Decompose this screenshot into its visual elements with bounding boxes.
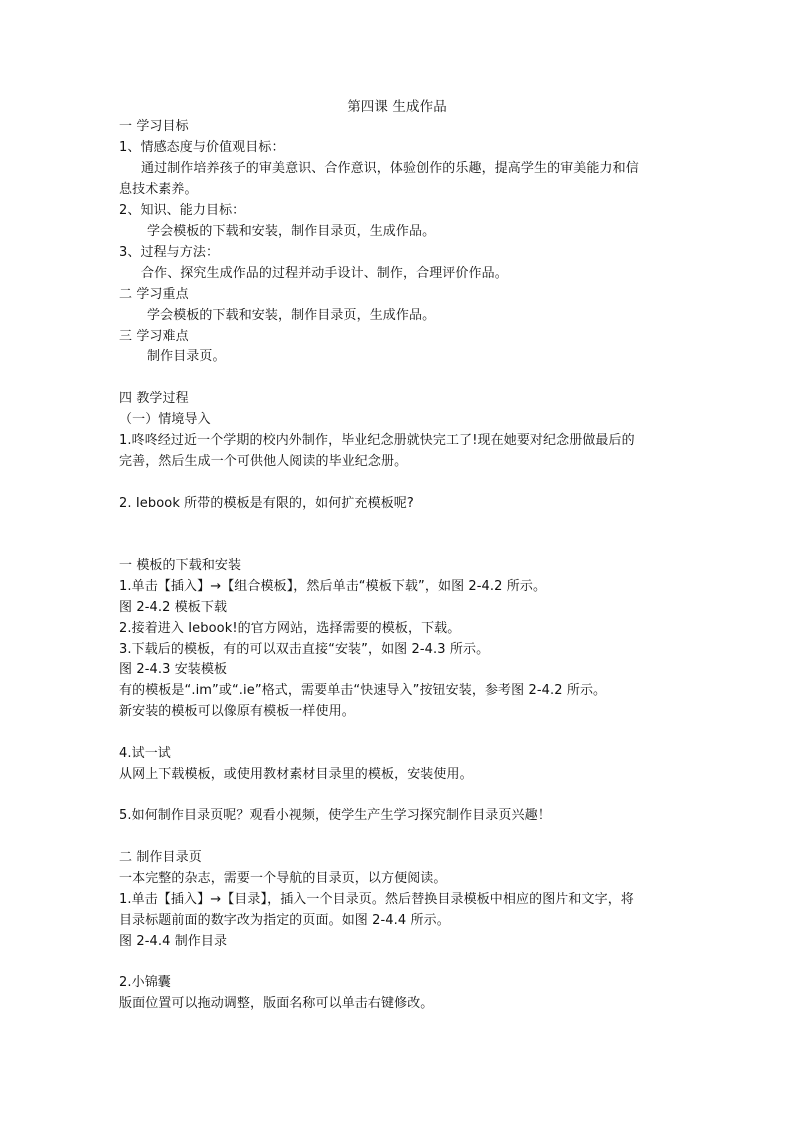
catalog-video-question: 5.如何制作目录页呢？观看小视频，使学生产生学习探究制作目录页兴趣！ <box>119 808 551 823</box>
document-title: 第四课 生成作品 <box>347 99 447 115</box>
objective-3-text: 合作、探究生成作品的过程并动手设计、制作，合理评价作品。 <box>141 266 508 281</box>
objective-2-text: 学会模板的下载和安装，制作目录页，生成作品。 <box>147 224 436 239</box>
templates-note-usage: 新安装的模板可以像原有模板一样使用。 <box>119 704 355 719</box>
section-heading-process: 四 教学过程 <box>119 391 189 406</box>
section-heading-objectives: 一 学习目标 <box>119 119 189 134</box>
section-heading-key-points: 二 学习重点 <box>119 287 189 302</box>
intro-text-1-cont: 完善，然后生成一个可供他人阅读的毕业纪念册。 <box>119 454 408 469</box>
objective-3-heading: 3、过程与方法： <box>119 245 220 260</box>
templates-step-3: 3.下载后的模板，有的可以双击直接“安装”，如图 2-4.3 所示。 <box>119 642 490 657</box>
section-heading-templates: 一 模板的下载和安装 <box>119 558 242 573</box>
difficulties-text: 制作目录页。 <box>147 349 226 364</box>
try-it-heading: 4.试一试 <box>119 746 171 761</box>
templates-step-1: 1.单击【插入】→【组合模板】，然后单击“模板下载”，如图 2-4.2 所示。 <box>119 579 547 594</box>
objective-1-text: 通过制作培养孩子的审美意识、合作意识，体验创作的乐趣，提高学生的审美能力和信 <box>141 161 639 176</box>
figure-caption-2-4-4: 图 2-4.4 制作目录 <box>119 934 228 949</box>
objective-1-text-cont: 息技术素养。 <box>119 182 198 197</box>
intro-text-1: 1.咚咚经过近一个学期的校内外制作，毕业纪念册就快完工了!现在她要对纪念册做最后的 <box>119 433 635 448</box>
catalog-step-1-cont: 目录标题前面的数字改为指定的页面。如图 2-4.4 所示。 <box>119 913 450 928</box>
objective-2-heading: 2、知识、能力目标： <box>119 203 246 218</box>
catalog-step-1: 1.单击【插入】→【目录】，插入一个目录页。然后替换目录模板中相应的图片和文字，将 <box>119 892 634 907</box>
templates-step-2: 2.接着进入 Iebook!的官方网站，选择需要的模板，下载。 <box>119 621 461 636</box>
figure-caption-2-4-3: 图 2-4.3 安装模板 <box>119 662 228 677</box>
process-subheading-intro: （一）情境导入 <box>119 412 211 427</box>
figure-caption-2-4-2: 图 2-4.2 模板下载 <box>119 600 228 615</box>
catalog-intro: 一本完整的杂志，需要一个导航的目录页，以方便阅读。 <box>119 871 447 886</box>
intro-text-2: 2. Iebook 所带的模板是有限的，如何扩充模板呢? <box>119 496 414 511</box>
key-points-text: 学会模板的下载和安装，制作目录页，生成作品。 <box>147 308 436 323</box>
templates-note-format: 有的模板是“.im”或“.ie”格式，需要单击“快速导入”按钮安装，参考图 2-4.2 所示。 <box>119 683 607 698</box>
try-it-text: 从网上下载模板，或使用教材素材目录里的模板，安装使用。 <box>119 767 473 782</box>
section-heading-difficulties: 三 学习难点 <box>119 329 189 344</box>
section-heading-catalog: 二 制作目录页 <box>119 850 202 865</box>
objective-1-heading: 1、情感态度与价值观目标： <box>119 140 285 155</box>
tips-text: 版面位置可以拖动调整，版面名称可以单击右键修改。 <box>119 996 434 1011</box>
tips-heading: 2.小锦囊 <box>119 975 171 990</box>
